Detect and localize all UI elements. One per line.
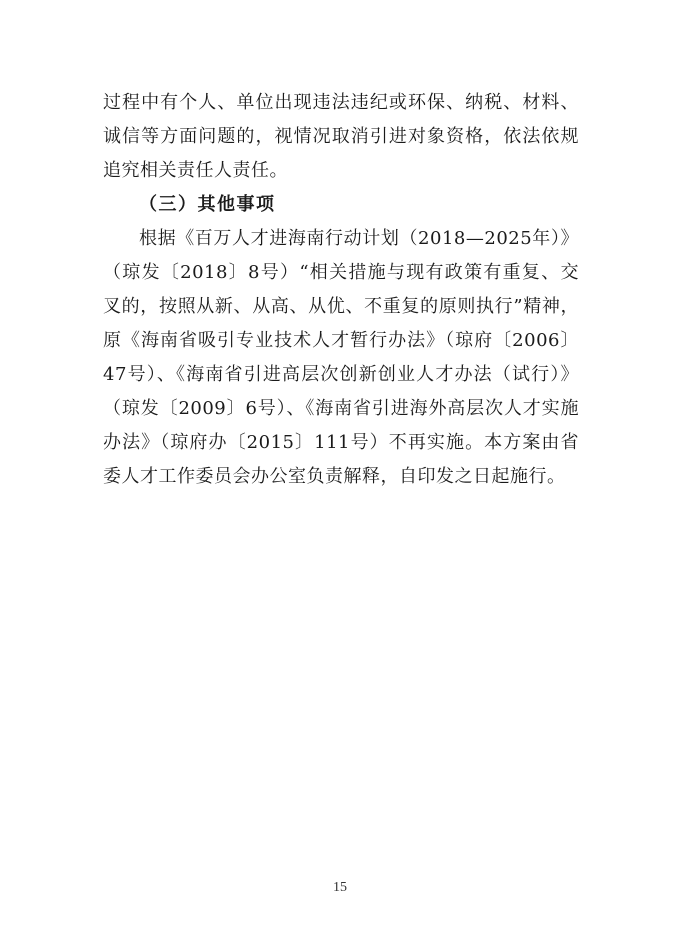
paragraph-continuation: 过程中有个人、单位出现违法违纪或环保、纳税、材料、诚信等方面问题的，视情况取消引进对象资格，依法依规追究相关责任人责任。 <box>103 92 579 181</box>
page-number: 15 <box>333 880 347 895</box>
section-heading-other-matters: （三）其他事项 <box>139 194 276 215</box>
document-body <box>103 86 579 494</box>
paragraph-other-matters: 根据《百万人才进海南行动计划（2018—2025年）》（琼发〔2018〕8号）“相关措施与现有政策有重复、交叉的，按照从新、从高、从优、不重复的原则执行”精神，原《海南省吸引专业技术人才暂行办法》（琼府〔2006〕47号）、《海南省引进高层次创新创业人才办法（试行）》（琼发〔2009〕6号）、《海南省引进海外高层次人才实施办法》（琼府办〔2015〕111号）不再实施。本方案由省委人才工作委员会办公室负责解释，自印发之日起施行。 <box>103 228 579 487</box>
